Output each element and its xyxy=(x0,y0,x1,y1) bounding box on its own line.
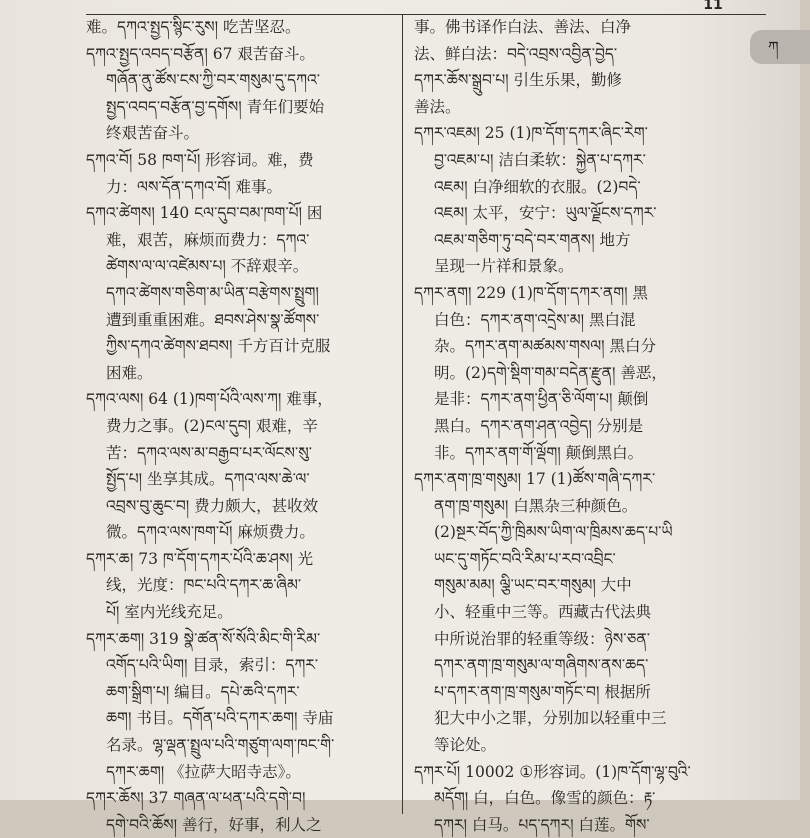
entry-line: དཀའ་བོ། 58 ཁག་པོ། 形容词。难，费 xyxy=(86,150,314,169)
dictionary-entry xyxy=(86,147,394,200)
entry-line: 是非：དཀར་ནག་ཕྱིན་ཅི་ལོག་པ། 颠倒 xyxy=(434,390,649,409)
entry-line: ནག་ཁྲ་གསུམ། 白黑杂三种颜色。 xyxy=(434,496,638,515)
entry-line: 黑白。དཀར་ནག་ཤན་འབྱེད། 分别是 xyxy=(434,416,644,435)
entry-line: ཆག་སྒྲིག་པ། 编目。དཔེ་ཆའི་དཀར་ xyxy=(106,682,300,701)
entry-line: དཀའ་སྤྱད་འབད་བརྩོན། 67 艰苦奋斗。 xyxy=(86,44,315,63)
entry-line: འགོད་པའི་ཡིག། 目录，索引：དཀར་ xyxy=(106,656,319,675)
entry-line: དཀར་ཆག། 《拉萨大昭寺志》。 xyxy=(106,762,301,781)
dictionary-entry xyxy=(414,759,742,838)
entry-line: གཞོན་ནུ་ཚོས་ངས་ཀྱི་བར་གསུམ་དུ་དཀའ་ xyxy=(106,71,321,90)
entry-line: མདོག། 白，白色。像雪的颜色：རྟ་ xyxy=(434,789,656,808)
entry-line: 苦：དཀའ་ལས་མ་བརྒྱབ་པར་ལོངས་སུ་ xyxy=(106,443,312,462)
entry-line: 杂。དཀར་ནག་མཚམས་གསལ། 黑白分 xyxy=(434,337,657,356)
entry-line: དཀར་ནག་ཁྲ་གསུམ་ལ་གཞིགས་ནས་ཆད་ xyxy=(434,656,649,675)
dictionary-entry xyxy=(414,120,742,280)
entry-line: 遭到重重困难。ཐབས་ཤེས་སྣ་ཚོགས་ xyxy=(106,310,320,329)
entry-line: དཀར་པོ། 10002 ①形容词。(1)ཁ་དོག་ལྷ་བུའི་ xyxy=(414,762,691,781)
dictionary-entry xyxy=(86,785,394,838)
entry-line: དཀར་ནག་ཁྲ་གསུམ། 17 (1)ཚོས་གཞི་དཀར་ xyxy=(414,470,656,489)
entry-line: 善法。 xyxy=(414,97,461,116)
entry-line: སྤྱད་འབད་བརྩོན་བྱ་དགོས། 青年们要始 xyxy=(106,97,325,116)
entry-line: སྤྱོད་པ། 坐享其成。དཀའ་ལས་ཆེ་ལ་ xyxy=(106,470,310,489)
dictionary-entry xyxy=(86,14,394,41)
entry-line: 中所说治罪的轻重等级：ཉེས་ཅན་ xyxy=(434,629,650,648)
entry-line: དཀའ་ལས། 64 (1)ཁག་པོའི་ལས་ཀ། 难事， xyxy=(86,390,333,409)
entry-line: དཀར་ཆག། 319 སྣེ་ཚན་སོ་སོའི་མིང་གི་རིམ་ xyxy=(86,629,321,648)
entry-line: འབྲས་བུ་ཆུང་བ། 费力颇大，甚收效 xyxy=(106,496,319,515)
dictionary-entry xyxy=(414,466,742,759)
entry-line: བྱ་འཇམ་པ། 洁白柔软：སྐྱེན་པ་དཀར་ xyxy=(434,150,646,169)
entry-line: 小、轻重中三等。西藏古代法典 xyxy=(434,603,652,622)
entry-line: དགེ་བའི་ཆོས། 善行，好事，利人之 xyxy=(106,815,322,834)
entry-line: འཇམ། 太平，安宁：ཡུལ་ལྗོངས་དཀར་ xyxy=(434,204,657,223)
entry-line: པོ། 室内光线充足。 xyxy=(106,603,233,622)
entry-line: དཀར། 白马。པད་དཀར། 白莲。གོས་ xyxy=(434,815,650,834)
entry-line: ཡང་དུ་གཏོང་བའི་རིམ་པ་རབ་འབྲིང་ xyxy=(434,549,616,568)
entry-line: དཀར་ཆོས་སྒྲུབ་པ། 引生乐果，勤修 xyxy=(414,71,623,90)
entry-line: (2)སྔར་བོད་ཀྱི་ཁྲིམས་ཡིག་ལ་ཁྲིམས་ཆད་པ་ཡི xyxy=(434,523,673,542)
dictionary-entry xyxy=(86,200,394,386)
entry-line: འཇམ་གཅིག་ཏུ་བདེ་བར་གནས། 地方 xyxy=(434,230,631,249)
entry-line: 犯大中小之罪，分别加以轻重中三 xyxy=(434,709,667,728)
thumb-index-tab: ཀ xyxy=(750,30,810,64)
dictionary-entry xyxy=(86,546,394,626)
entry-line: 难，艰苦，麻烦而费力：དཀའ་ xyxy=(106,230,310,249)
dictionary-entry xyxy=(414,14,742,120)
entry-line: 呈现一片祥和景象。 xyxy=(434,257,574,276)
entry-line: དཀའ་ཚེགས་གཅིག་མ་ཡིན་བརྩེགས་སྤྲུག། xyxy=(106,283,319,302)
entry-line: 法、鲜白法：བདེ་འབྲས་འབྱིན་བྱེད་ xyxy=(414,44,618,63)
entry-line: དཀར་ཆ། 73 ཁ་དོག་དཀར་པོའི་ཆ་ཤས། 光 xyxy=(86,549,314,568)
entry-line: པ་དཀར་ནག་ཁྲ་གསུམ་གཏོང་བ། 根据所 xyxy=(434,682,651,701)
entry-line: ཚེགས་ལ་ལ་འཛེམས་པ། 不辞艰辛。 xyxy=(106,257,309,276)
entry-line: 终艰苦奋斗。 xyxy=(106,124,200,143)
column-divider xyxy=(402,14,403,814)
entry-line: འཇམ། 白净细软的衣服。(2)བདེ་ xyxy=(434,177,641,196)
entry-line: དཀར་འཇམ། 25 (1)ཁ་དོག་དཀར་ཞིང་རེག་ xyxy=(414,124,648,143)
entry-line: 事。佛书译作白法、善法、白净 xyxy=(414,18,632,36)
entry-line: ཀྱིས་དཀའ་ཚེགས་ཐབས། 千方百计克服 xyxy=(106,337,331,356)
entry-line: དཀར་ནག། 229 (1)ཁ་དོག་དཀར་ནག། 黑 xyxy=(414,283,649,302)
entry-line: ཆག། 书目。དགོན་པའི་དཀར་ཆག། 寺庙 xyxy=(106,709,334,728)
dictionary-entry xyxy=(414,280,742,466)
entry-line: དཀའ་ཚེགས། 140 ངལ་དུབ་བམ་ཁག་པོ། 困 xyxy=(86,204,323,223)
entry-line: 明。(2)དགེ་སྡིག་གམ་བདེན་རྫུན། 善恶， xyxy=(434,363,667,382)
entry-line: 等论处。 xyxy=(434,736,497,755)
left-column xyxy=(86,14,394,838)
entry-line: དཀར་ཆོས། 37 གཞན་ལ་ཕན་པའི་དགེ་བ། xyxy=(86,789,306,808)
entry-line: 名录。ལྷ་ལྡན་སྤྲུལ་པའི་གཙུག་ལག་ཁང་གི་ xyxy=(106,736,335,755)
entry-line: 线，光度：ཁང་པའི་དཀར་ཆ་ཞིམ་ xyxy=(106,576,302,595)
entry-line: 微。དཀའ་ལས་ཁག་པོ། 麻烦费力。 xyxy=(106,523,315,542)
page-number: 11 xyxy=(688,0,738,15)
entry-line: 白色：དཀར་ནག་འདྲེས་མ། 黑白混 xyxy=(434,310,636,329)
entry-line: 困难。 xyxy=(106,363,153,382)
entry-line: 力：ལས་དོན་དཀའ་བོ། 难事。 xyxy=(106,177,282,196)
dictionary-entry xyxy=(86,41,394,147)
dictionary-entry xyxy=(86,386,394,546)
dictionary-entry xyxy=(86,626,394,786)
right-column xyxy=(414,14,742,838)
entry-line: 费力之事。(2)ངལ་དུབ། 艰难，辛 xyxy=(106,416,318,435)
entry-line: 难。དཀའ་སྤྱད་སྙིང་རུས། 吃苦坚忍。 xyxy=(86,18,301,36)
entry-line: 非。དཀར་ནག་གོ་ལྡོག། 颠倒黑白。 xyxy=(434,443,644,462)
entry-line: གསུམ་མམ། ལྕི་ཡང་བར་གསུམ། 大中 xyxy=(434,576,632,595)
